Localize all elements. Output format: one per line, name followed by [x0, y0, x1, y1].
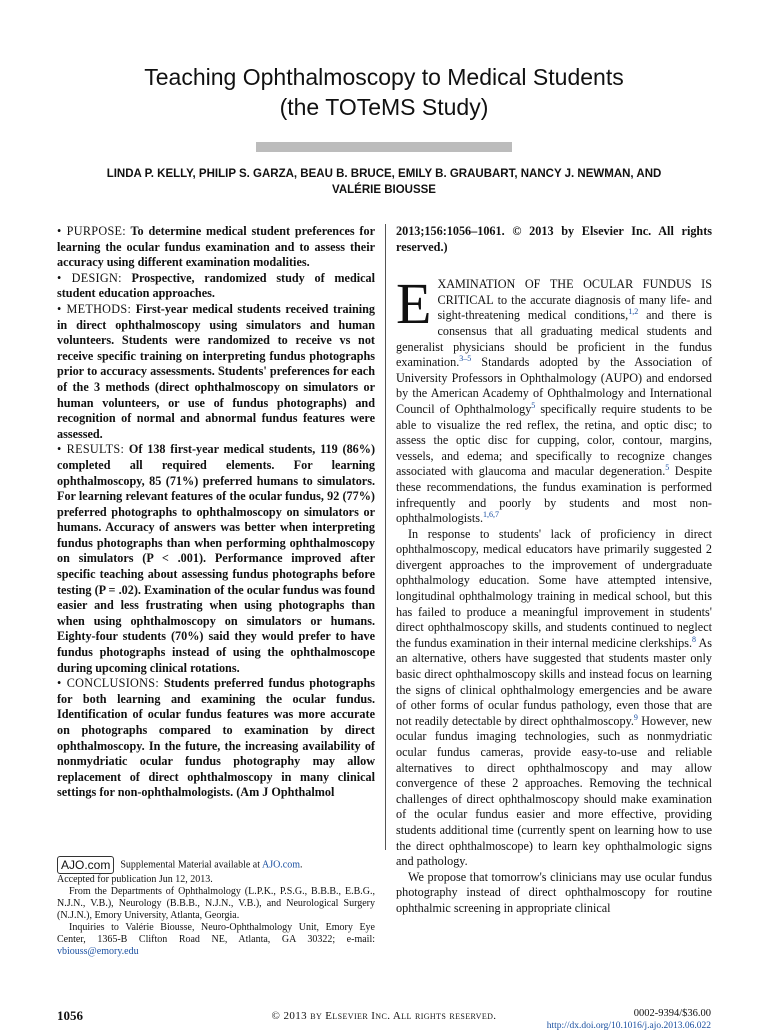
conclusions-label: • CONCLUSIONS:	[57, 676, 160, 691]
author-list	[40, 166, 728, 198]
abstract-purpose	[57, 224, 375, 271]
inquiries-text: Inquiries to Valérie Biousse, Neuro-Ophthalmology Unit, Emory Eye Center, 1365-B Clifton Road NE, Atlanta, GA 30322; e-mail:	[57, 922, 375, 945]
p2-text-a: In response to students' lack of proficiency in direct ophthalmoscopy, medical educators have primarily suggested 2 divergent approaches to the improvement of undergraduate ophthalmology education. Some have attempted intensive, longitudinal ophthalmology training in medical school, but this has failed to produce a meaningful improvement in students' direct ophthalmoscopy skills, and students continued to neglect the fundus examination in their internal medicine clerkships.	[396, 526, 712, 650]
title-line-1: Teaching Ophthalmoscopy to Medical Students	[144, 64, 624, 90]
supplemental-period: .	[300, 859, 303, 871]
p2-text-b: As an alternative, others have suggested that students master only basic direct ophthalmoscopy skills and instead focus on learning the signs of clinical ophthalmology emergencies and be aware of other forms of ocular fundus pathology, even those that are not readily detectable by direct ophthalmoscopy.	[396, 635, 712, 728]
abstract-citation: 2013;156:1056–1061. © 2013 by Elsevier Inc. All rights reserved.)	[396, 224, 712, 254]
citation-ref[interactable]: 5	[665, 463, 670, 473]
opening-words: XAMINATION OF THE OCULAR FUNDUS IS CRITICAL	[437, 277, 712, 307]
design-text: Prospective, randomized study of medical student education approaches.	[57, 270, 375, 301]
p1-text-a: to the accurate diagnosis of many life- and sight-threatening medical conditions,	[437, 292, 712, 323]
supplemental-text: Supplemental Material available at	[120, 859, 262, 871]
abstract	[57, 224, 375, 801]
citation-ref[interactable]: 9	[633, 712, 638, 722]
drop-cap: E	[396, 271, 432, 337]
citation-ref[interactable]: 1,2	[628, 307, 639, 317]
abstract-conclusions	[57, 676, 375, 801]
p1-text-d: specifically require students to be able to visualize the red reflex, the retina, and optic disc; to assess the optic disc for cupping, color, contour, margins, vessels, and edema; and specifically to recognize changes associated with glaucoma and macular degeneration.	[396, 401, 712, 479]
purpose-label: • PURPOSE:	[57, 224, 126, 238]
title-rule	[256, 142, 512, 152]
footnotes	[57, 856, 375, 958]
affiliation-note: From the Departments of Ophthalmology (L.P.K., P.S.G., B.B.B., E.B.G., N.J.N., V.B.), Neurology (B.B.B., N.J.N., V.B.), and Neurological Surgery (N.J.N.), Emory University, Atlanta, Georgia.	[57, 886, 375, 921]
authors-line-2: VALÉRIE BIOUSSE	[332, 184, 436, 196]
email-link[interactable]: vbiouss@emory.edu	[57, 946, 139, 957]
citation-ref[interactable]: 3–5	[459, 354, 472, 364]
column-divider	[385, 224, 386, 850]
p1-text-e: Despite these recommendations, the fundus examination is performed infrequently and poorly by students and most non-ophthalmologists.	[396, 464, 712, 526]
right-column	[396, 224, 712, 917]
purpose-text: To determine medical student preferences for learning the ocular fundus examination and to assess their accuracy using different examination modalities.	[57, 224, 375, 270]
p1-text-c: Standards adopted by the Association of University Professors in Ophthalmology (AUPO) and endorsed by the American Academy of Ophthalmology and International Council of Ophthalmology	[396, 355, 712, 416]
p1-text-b: and there is consensus that all graduating medical students and generalist physicians should be proficient in the fundus examination.	[396, 308, 712, 370]
abstract-results	[57, 442, 375, 676]
title-line-2: (the TOTeMS Study)	[279, 94, 489, 120]
body-paragraph-1	[396, 271, 712, 527]
abstract-methods	[57, 302, 375, 442]
p2-text-c: However, new ocular fundus imaging technologies, such as nonmydriatic ocular fundus cameras, provide easy-to-use and reliable alternatives to direct ophthalmoscopy and may allow convergence of these 2 approaches. Removing the technical challenges of direct ophthalmoscopy should make examination of the ocular fundus easier and more effective, providing students additional time (currently spent on learning how to use the direct ophthalmoscope) to learn key ophthalmologic signs and pathology.	[396, 713, 712, 869]
issn-block	[547, 1008, 711, 1032]
results-label: • RESULTS:	[57, 442, 125, 457]
methods-label: • METHODS:	[57, 301, 132, 316]
citation-ref[interactable]: 8	[692, 634, 697, 644]
article-title	[0, 62, 768, 122]
body-paragraph-3: We propose that tomorrow's clinicians may use ocular fundus photography instead of direct ophthalmoscopy for routine ophthalmic screening in appropriate clinical	[396, 869, 712, 915]
methods-text: First-year medical students received training in direct ophthalmoscopy using simulators and human volunteers. Students were randomized to receive vs not receive specific training on interpreting fundus photographs prior to accuracy assessments. Students' preferences for each of the 3 methods (direct ophthalmoscopy on simulators or human volunteers, or use of fundus photographs) and recognition of normal and abnormal fundus features were assessed.	[57, 301, 376, 441]
accepted-date: Accepted for publication Jun 12, 2013.	[57, 874, 213, 885]
design-label: • DESIGN:	[57, 270, 122, 285]
doi-link[interactable]: http://dx.doi.org/10.1016/j.ajo.2013.06.022	[546, 1021, 711, 1031]
results-text: Of 138 first-year medical students, 119 (86%) completed all required elements. For learning ophthalmoscopy, 85 (71%) preferred humans to simulators. For learning relevant features of the ocular fundus, 92 (77%) preferred photographs to ophthalmoscopy on simulators or humans. Accuracy of answers was better when interpreting fundus photographs than when performing ophthalmoscopy on simulators (P < .001). Performance improved after specific teaching about assessing fundus photographs before testing (P = .02). Examination of the ocular fundus was found easier and less frustrating when using photographs than when using ophthalmoscopy on simulators or humans. Eighty-four students (70%) said they would prefer to have fundus photographs instead of using the ophthalmoscope during upcoming clinical rotations.	[57, 442, 375, 675]
body-paragraph-2	[396, 527, 712, 870]
supplemental-link[interactable]: AJO.com	[261, 859, 301, 871]
ajo-logo[interactable]: AJO.com	[57, 856, 114, 874]
conclusions-text: Students preferred fundus photographs for both learning and examining the ocular fundus. Identification of ocular fundus features was more accurate on photographs compared to examination by direct ophthalmoscopy. In the future, the increasing availability of nonmydriatic ocular fundus photography may allow replacement of direct ophthalmoscopy in many clinical settings for non-ophthalmologists. (Am J Ophthalmol	[57, 676, 375, 800]
inquiries-note	[57, 922, 375, 958]
copyright-line: © 2013 by Elsevier Inc. All rights reserved.	[271, 1010, 497, 1022]
page-number: 1056	[57, 1008, 83, 1023]
citation-ref[interactable]: 1,6,7	[483, 510, 500, 520]
authors-line-1: LINDA P. KELLY, PHILIP S. GARZA, BEAU B. BRUCE, EMILY B. GRAUBART, NANCY J. NEWMAN, AND	[106, 168, 662, 180]
supplemental-note	[57, 856, 375, 874]
abstract-design	[57, 271, 375, 302]
issn: 0002-9394/$36.00	[633, 1008, 711, 1019]
citation-ref[interactable]: 5	[531, 400, 536, 410]
